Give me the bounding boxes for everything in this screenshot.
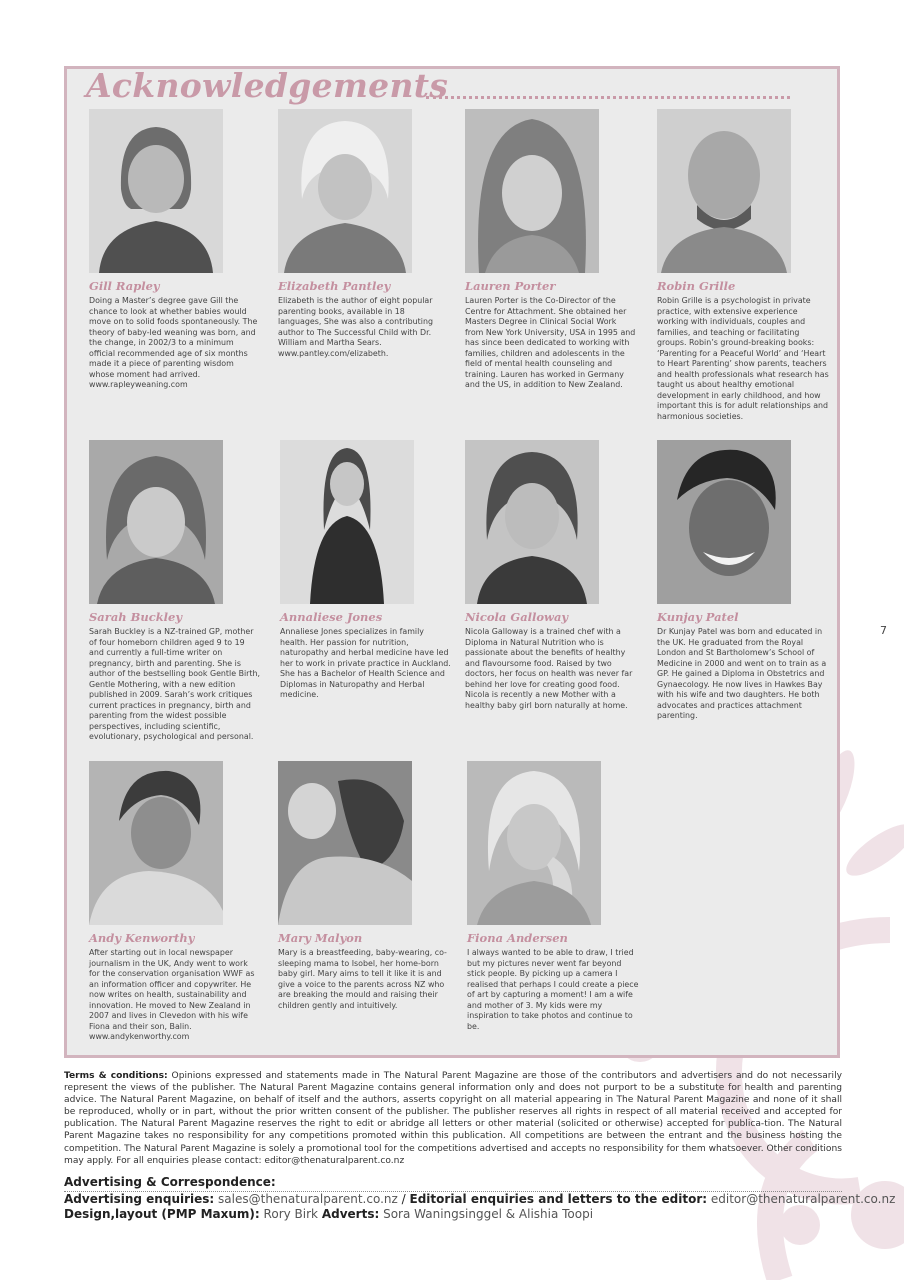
contributor-photo: [280, 440, 414, 604]
contributor-name: Elizabeth Pantley: [278, 279, 391, 293]
contributor-bio: Doing a Master’s degree gave Gill the chance to look at whether babies would move on to solid foods spontaneously. The theory of baby-led weaning was born, and the change, in 2002/3 to a minimum official recommended age of six months made it a piece of parenting wisdom whose moment had arrived. www.rapleyweaning.com: [89, 296, 258, 389]
advertising-label: Advertising enquiries:: [64, 1192, 215, 1206]
contributor-card: [465, 440, 637, 711]
advertising-email-link[interactable]: sales@thenaturalparent.co.nz: [218, 1192, 398, 1206]
contributor-name: Kunjay Patel: [657, 610, 739, 624]
contributor-card: [89, 761, 261, 1043]
contributor-card: [657, 109, 829, 422]
contributor-card: [280, 440, 452, 701]
contributor-name: Andy Kenworthy: [89, 931, 195, 945]
editorial-email-link[interactable]: editor@thenaturalparent.co.nz: [710, 1192, 896, 1206]
contributor-card: [467, 761, 639, 1032]
contact-separator: /: [401, 1192, 406, 1206]
terms-text: Opinions expressed and statements made in The Natural Parent Magazine are those of the contributors and advertisers and do not necessarily represent the views of the publisher. The Natural Parent Magazine contains general information only and does not purport to be a substitute for health and parenting advice. The Natural Parent Magazine, on behalf of itself and the authors, asserts copyright on all material appearing in The Natural Parent Magazine and none of it shall be reproduced, wholly or in part, without the prior written consent of the publisher. The publisher reserves all rights in respect of all material received and accepted for publication. The Natural Parent Magazine reserves the right to edit or abridge all letters or other material (solicited or otherwise) accepted for publica-tion. The Natural Parent Magazine takes no responsibility for any competitions promoted within this publication. All competitions are between the entrant and the business hosting the competition. The Natural Parent Magazine is solely a promotional tool for the competitions advertised and accepts no responsibility for them whatsoever. Other conditions may apply. For all enquiries please contact: editor@thenaturalparent.co.nz: [64, 1071, 842, 1166]
contributor-bio: After starting out in local newspaper journalism in the UK, Andy went to work for the conservation organisation WWF as an information officer and copywriter. He now writes on health, sustainability and innovation. He moved to New Zealand in 2007 and lives in Clevedon with his wife Fiona and their son, Balin. www.andykenworthy.com: [89, 948, 255, 1041]
contributor-photo: [657, 109, 791, 273]
contributor-bio: Nicola Galloway is a trained chef with a Diploma in Natural Nutrition who is passionate about the benefits of healthy and flavoursome food. Raised by two doctors, her focus on health was never far behind her love for creating good food. Nicola is recently a new Mother with a healthy baby girl born naturally at home.: [465, 627, 633, 710]
contributor-name: Sarah Buckley: [89, 610, 183, 624]
contributor-bio: Sarah Buckley is a NZ-trained GP, mother of four homeborn children aged 9 to 19 and currently a full-time writer on pregnancy, birth and parenting. She is author of the bestselling book Gentle Birth, Gentle Mothering, with a new edition published in 2009. Sarah’s work critiques current practices in pregnancy, birth and parenting from the widest possible perspectives, including scientific, evolutionary, psychological and personal.: [89, 627, 261, 741]
contributor-name: Robin Grille: [657, 279, 736, 293]
terms-and-conditions: [64, 1070, 842, 1167]
contributor-bio: Elizabeth is the author of eight popular parenting books, available in 18 languages, She was also a contributing author to The Successful Child with Dr. William and Martha Sears. www.pantley.com/elizabeth.: [278, 296, 433, 358]
page-number: 7: [880, 624, 887, 637]
design-value: Rory Birk: [263, 1207, 318, 1221]
contact-heading: Advertising & Correspondence:: [64, 1175, 842, 1192]
contributor-photo: [89, 109, 223, 273]
contributor-name: Nicola Galloway: [465, 610, 569, 624]
editorial-label: Editorial enquiries and letters to the editor:: [409, 1192, 708, 1206]
contributor-name: Gill Rapley: [89, 279, 160, 293]
adverts-label: Adverts:: [321, 1207, 380, 1221]
contact-line-enquiries: [64, 1192, 896, 1207]
contributor-photo: [465, 109, 599, 273]
contributor-bio: Lauren Porter is the Co-Director of the Centre for Attachment. She obtained her Masters Degree in Clinical Social Work from New York University, USA in 1995 and has since been dedicated to working with families, children and adolescents in the field of mental health counseling and training. Lauren has worked in Germany and the US, in addition to New Zealand.: [465, 296, 636, 389]
contributor-name: Lauren Porter: [465, 279, 556, 293]
contributor-name: Fiona Andersen: [467, 931, 568, 945]
design-label: Design,layout (PMP Maxum):: [64, 1207, 260, 1221]
contributor-card: [89, 440, 261, 743]
contributor-name: Mary Malyon: [278, 931, 363, 945]
contributor-bio: Dr Kunjay Patel was born and educated in the UK. He graduated from the Royal London and St Bartholomew’s School of Medicine in 2000 and went on to train as a GP. He gained a Diploma in Obstetrics and Gynaecology. He now lives in Hawkes Bay with his wife and two daughters. He both advocates and practices attachment parenting.: [657, 627, 827, 720]
contact-section: [64, 1175, 896, 1222]
contributor-card: [465, 109, 637, 391]
contributor-name: Annaliese Jones: [280, 610, 383, 624]
contributor-photo: [278, 761, 412, 925]
title-dotted-rule: [426, 96, 790, 99]
terms-label: Terms & conditions:: [64, 1071, 168, 1081]
contributor-card: [278, 109, 450, 359]
contributor-photo: [465, 440, 599, 604]
contributor-photo: [89, 761, 223, 925]
contributor-bio: Mary is a breastfeeding, baby-wearing, co-sleeping mama to Isobel, her home-born baby girl. Mary aims to tell it like it is and give a voice to the parents across NZ who are breaking the mould and raising their children gently and intuitively.: [278, 948, 447, 1010]
contributor-photo: [278, 109, 412, 273]
contributor-photo: [89, 440, 223, 604]
contact-line-credits: [64, 1207, 842, 1222]
contributor-photo: [657, 440, 791, 604]
contributor-photo: [467, 761, 601, 925]
contributor-bio: Annaliese Jones specializes in family health. Her passion for nutrition, naturopathy and herbal medicine have led her to work in private practice in Auckland. She has a Bachelor of Health Science and Diplomas in Naturopathy and Herbal medicine.: [280, 627, 451, 699]
contributor-card: [657, 440, 829, 722]
adverts-value: Sora Waningsinggel & Alishia Toopi: [383, 1207, 594, 1221]
contributor-bio: Robin Grille is a psychologist in private practice, with extensive experience working with individuals, couples and families, and teaching or facilitating groups. Robin’s ground-breaking books: ‘Parenting for a Peaceful World’ and ‘Heart to Heart Parenting’ show parents, teachers and health professionals what research has taught us about healthy emotional development in early childhood, and how important this is for adult relationships and harmonious societies.: [657, 296, 829, 421]
contributor-bio: I always wanted to be able to draw, I tried but my pictures never went far beyond stick people. By picking up a camera I realised that perhaps I could create a piece of art by capturing a moment! I am a wife and mother of 3. My kids were my inspiration to take photos and continue to be.: [467, 948, 639, 1031]
page-title: Acknowledgements: [86, 66, 449, 105]
contributor-card: [89, 109, 261, 391]
contributor-card: [278, 761, 450, 1011]
